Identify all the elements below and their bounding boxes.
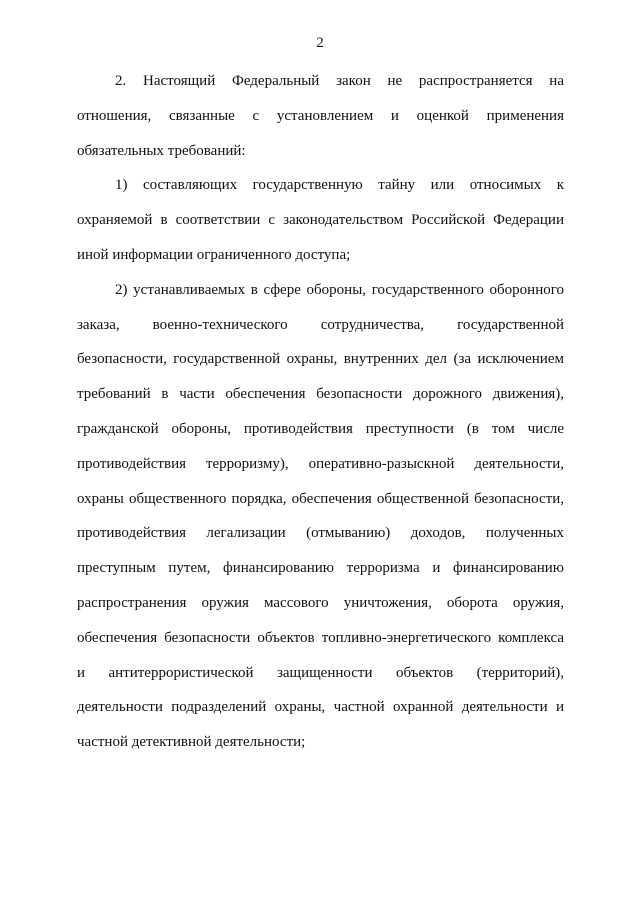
text-line: охраняемой в соответствии с законодательством Российской Федерации bbox=[77, 212, 564, 229]
text-line: деятельности подразделений охраны, частной охранной деятельности и bbox=[77, 699, 564, 716]
text-line: обеспечения безопасности объектов топливно-энергетического комплекса bbox=[77, 629, 564, 646]
text-line: 2. Настоящий Федеральный закон не распространяется на bbox=[115, 73, 564, 89]
text-line: распространения оружия массового уничтожения, оборота оружия, bbox=[77, 594, 564, 611]
text-line: охраны общественного порядка, обеспечения общественной безопасности, bbox=[77, 490, 564, 507]
text-line: гражданской обороны, противодействия преступности (в том числе bbox=[77, 420, 564, 437]
document-body bbox=[77, 64, 564, 760]
text-line: иной информации ограниченного доступа; bbox=[77, 246, 351, 263]
text-line: заказа, военно-технического сотрудничества, государственной bbox=[77, 316, 564, 333]
text-line: противодействия легализации (отмыванию) доходов, полученных bbox=[77, 525, 564, 542]
list-item-2 bbox=[77, 273, 564, 760]
text-line: обязательных требований: bbox=[77, 142, 246, 159]
page-number: 2 bbox=[316, 35, 324, 51]
text-line: противодействия терроризму), оперативно-разыскной деятельности, bbox=[77, 455, 564, 472]
paragraph-2 bbox=[77, 64, 564, 168]
text-line: 2) устанавливаемых в сфере обороны, государственного оборонного bbox=[115, 281, 564, 298]
text-line: частной детективной деятельности; bbox=[77, 734, 306, 751]
text-line: безопасности, государственной охраны, внутренних дел (за исключением bbox=[77, 351, 564, 368]
text-line: 1) составляющих государственную тайну или относимых к bbox=[115, 177, 564, 194]
text-line: требований в части обеспечения безопасности дорожного движения), bbox=[77, 386, 564, 403]
text-line: и антитеррористической защищенности объектов (территорий), bbox=[77, 664, 564, 681]
text-line: отношения, связанные с установлением и оценкой применения bbox=[77, 107, 564, 124]
text-line: преступным путем, финансированию терроризма и финансированию bbox=[77, 560, 564, 577]
list-item-1 bbox=[77, 168, 564, 272]
